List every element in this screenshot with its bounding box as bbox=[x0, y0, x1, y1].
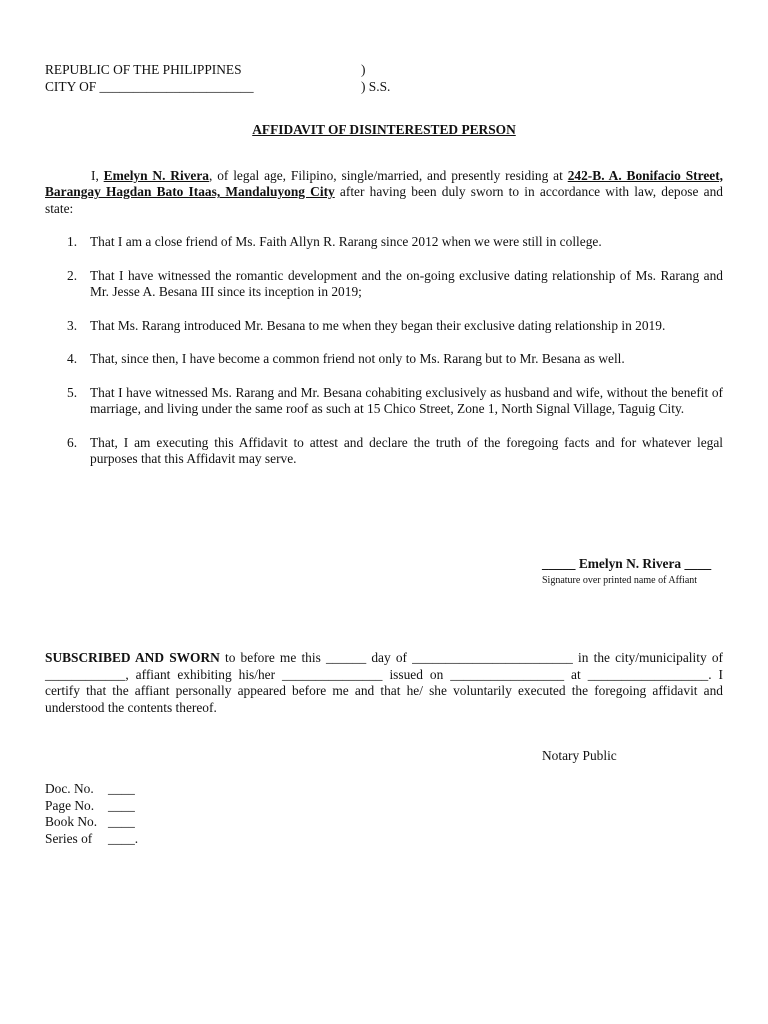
item-number: 6. bbox=[67, 434, 78, 450]
affiant-signature-block bbox=[542, 556, 732, 587]
list-item bbox=[45, 435, 723, 468]
item-text: That I have witnessed Ms. Rarang and Mr. Besana cohabiting exclusively as husband and wife, without the benefit of marriage, and living under the same roof as such at 15 Chico Street, Zone 1, North Signal Village, Taguig City. bbox=[90, 384, 723, 416]
doc-ref-blank: ____ bbox=[108, 781, 135, 796]
jurat-text: to before me this ______ day of ________________________ in the city/municipality of ____________, affiant exhibiting his/her _______________ issued on _________________ at __________________. I certify that the affiant personally appeared before me and that he/ she voluntarily executed the foregoing affidavit and understood the contents thereof. bbox=[45, 650, 723, 715]
city-text: CITY OF _______________________ bbox=[45, 79, 254, 94]
item-text: That, I am executing this Affidavit to attest and declare the truth of the foregoing facts and for whatever legal purposes that this Affidavit may serve. bbox=[90, 434, 723, 466]
doc-ref-blank: ____ bbox=[108, 814, 135, 829]
document-title: AFFIDAVIT OF DISINTERESTED PERSON bbox=[252, 122, 516, 137]
doc-ref-row bbox=[45, 798, 138, 815]
doc-ref-label: Doc. No. bbox=[45, 781, 94, 796]
doc-ref-row bbox=[45, 831, 138, 848]
notary-public-label: Notary Public bbox=[542, 748, 617, 763]
doc-ref-label: Page No. bbox=[45, 797, 95, 813]
intro-prefix: I, bbox=[91, 167, 104, 183]
doc-ref-label: Series of bbox=[45, 830, 93, 846]
venue-paren: ) bbox=[361, 62, 366, 77]
item-number: 2. bbox=[67, 267, 78, 283]
signature-caption: Signature over printed name of Affiant bbox=[542, 574, 698, 586]
list-item bbox=[45, 385, 723, 418]
item-number: 4. bbox=[67, 351, 78, 366]
jurat-paragraph bbox=[45, 650, 723, 716]
ss-text: ) S.S. bbox=[361, 79, 391, 94]
venue-line-1 bbox=[45, 62, 723, 79]
doc-ref-row bbox=[45, 814, 138, 831]
item-text: That I am a close friend of Ms. Faith Allyn R. Rarang since 2012 when we were still in college. bbox=[90, 234, 602, 249]
intro-mid: , of legal age, Filipino, single/married, and presently residing at bbox=[208, 167, 568, 183]
doc-ref-row bbox=[45, 781, 138, 798]
doc-ref-blank: ____. bbox=[108, 830, 139, 846]
venue-line-2 bbox=[45, 79, 723, 96]
doc-reference-block bbox=[45, 781, 138, 847]
item-number: 1. bbox=[67, 234, 78, 249]
jurat-lead: SUBSCRIBED AND SWORN bbox=[45, 650, 220, 665]
list-item bbox=[45, 351, 723, 368]
item-number: 5. bbox=[67, 384, 78, 400]
list-item bbox=[45, 268, 723, 301]
item-text: That Ms. Rarang introduced Mr. Besana to me when they began their exclusive dating relationship in 2019. bbox=[90, 317, 666, 333]
republic-text: REPUBLIC OF THE PHILIPPINES bbox=[45, 62, 242, 77]
signature-name-line: _____ Emelyn N. Rivera ____ bbox=[542, 556, 712, 571]
item-text: That, since then, I have become a common friend not only to Ms. Rarang but to Mr. Besana as well. bbox=[90, 351, 625, 366]
item-number: 3. bbox=[67, 317, 78, 333]
statements-list bbox=[45, 234, 723, 468]
doc-ref-label: Book No. bbox=[45, 814, 98, 829]
doc-ref-blank: ____ bbox=[108, 797, 135, 813]
item-text: That I have witnessed the romantic development and the on-going exclusive dating relationship of Ms. Rarang and Mr. Jesse A. Besana III since its inception in 2019; bbox=[90, 267, 723, 299]
intro-paragraph bbox=[45, 168, 723, 218]
list-item bbox=[45, 234, 723, 251]
affidavit-page bbox=[45, 62, 724, 846]
affiant-name: Emelyn N. Rivera bbox=[103, 167, 209, 183]
list-item bbox=[45, 318, 723, 335]
affiant-address: 242-B. A. Bonifacio Street, Barangay Hagdan Bato Itaas, Mandaluyong City bbox=[45, 167, 724, 199]
intro-suffix: after having been duly sworn to in accordance with law, depose and state: bbox=[45, 184, 723, 216]
